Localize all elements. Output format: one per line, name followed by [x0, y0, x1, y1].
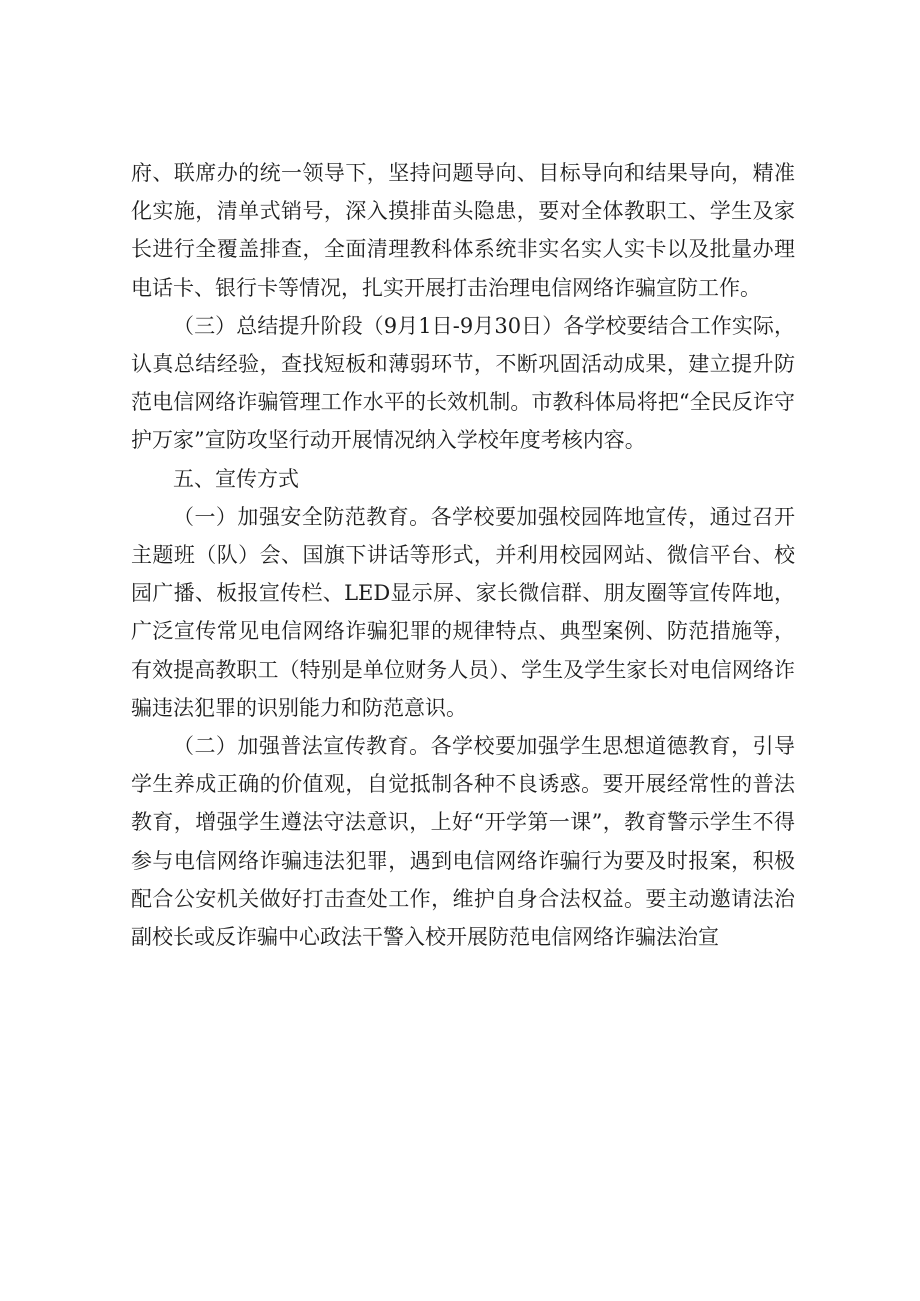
paragraph-summary-stage: （三）总结提升阶段（9月1日-9月30日）各学校要结合工作实际，认真总结经验，查找短板和薄弱环节，不断巩固活动成果，建立提升防范电信网络诈骗管理工作水平的长效机制。市教科体局将把“全民反诈守护万家”宣防攻坚行动开展情况纳入学校年度考核内容。: [131, 313, 795, 453]
section-heading-publicity-methods: 五、宣传方式: [173, 466, 299, 491]
paragraph-legal-education: （二）加强普法宣传教育。各学校要加强学生思想道德教育，引导学生养成正确的价值观，自觉抵制各种不良诱惑。要开展经常性的普法教育，增强学生遵法守法意识，上好“开学第一课”，教育警示学生不得参与电信网络诈骗违法犯罪，遇到电信网络诈骗行为要及时报案，积极配合公安机关做好打击查处工作，维护自身合法权益。要主动邀请法治副校长或反诈骗中心政法干警入校开展防范电信网络诈骗法治宣: [131, 734, 795, 950]
paragraph-continued: 府、联席办的统一领导下，坚持问题导向、目标导向和结果导向，精准化实施，清单式销号，深入摸排苗头隐患，要对全体教职工、学生及家长进行全覆盖排查，全面清理教科体系统非实名实人实卡以及批量办理电话卡、银行卡等情况，扎实开展打击治理电信网络诈骗宣防工作。: [131, 161, 795, 300]
document-body: [131, 154, 795, 956]
paragraph-safety-education: （一）加强安全防范教育。各学校要加强校园阵地宣传，通过召开主题班（队）会、国旗下讲话等形式，并利用校园网站、微信平台、校园广播、板报宣传栏、LED显示屏、家长微信群、朋友圈等宣传阵地，广泛宣传常见电信网络诈骗犯罪的规律特点、典型案例、防范措施等，有效提高教职工（特别是单位财务人员）、学生及学生家长对电信网络诈骗违法犯罪的识别能力和防范意识。: [131, 504, 795, 720]
